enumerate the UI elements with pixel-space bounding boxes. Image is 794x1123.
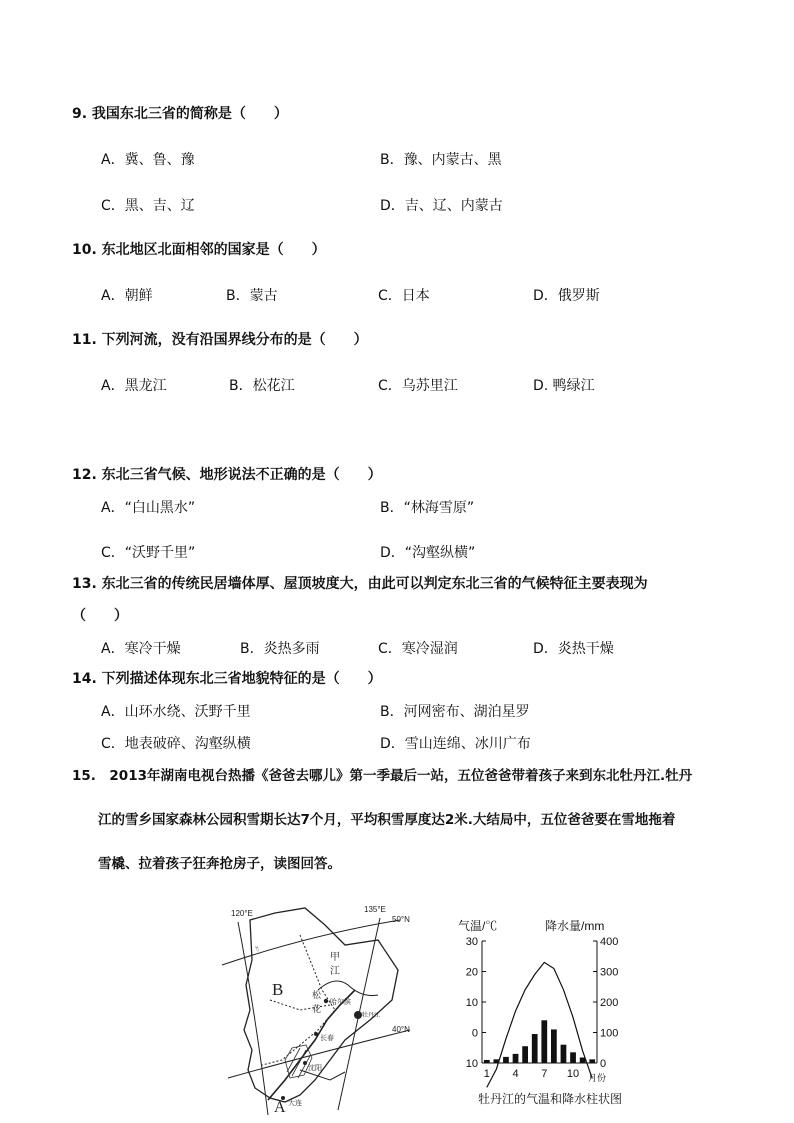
precip-tick-label: 300 (600, 966, 619, 979)
precip-bar (541, 1020, 547, 1063)
month-tick-label: 4 (512, 1068, 519, 1080)
question-13-stem-line2: （ ） (72, 608, 128, 624)
question-14-option-a[interactable]: A．山环水绕、沃野千里 (101, 704, 251, 720)
question-9-option-c[interactable]: C．黑、吉、辽 (101, 198, 195, 214)
precip-bar (522, 1046, 528, 1063)
lat-40-label: 40°N (392, 1025, 410, 1034)
question-13-stem-line1: 13. 东北三省的传统民居墙体厚、屋顶坡度大，由此可以判定东北三省的气候特征主要表现为 (72, 576, 648, 592)
question-9-stem: 9. 我国东北三省的简称是（ ） (72, 106, 288, 122)
question-15-stem-line3: 雪橇、拉着孩子狂奔抢房子，读图回答。 (98, 856, 341, 872)
label-a: A (274, 1099, 286, 1116)
label-changchun: 长春 (320, 1035, 334, 1042)
question-11-option-b[interactable]: B．松花江 (229, 378, 295, 394)
svg-text:᭟: ᭟ (255, 945, 259, 952)
question-14-stem: 14. 下列描述体现东北三省地貌特征的是（ ） (72, 671, 382, 687)
precip-bar (561, 1045, 567, 1063)
question-14-option-d[interactable]: D．雪山连绵、冰川广布 (380, 736, 531, 752)
question-12-option-b[interactable]: B．“林海雪原” (380, 500, 475, 516)
precip-bar (503, 1057, 509, 1063)
question-11-option-a[interactable]: A．黑龙江 (101, 378, 167, 394)
question-12-option-a[interactable]: A．“白山黑水” (101, 500, 196, 516)
question-9-option-d[interactable]: D．吉、辽、内蒙古 (380, 198, 503, 214)
precip-tick-label: 200 (600, 997, 619, 1009)
precip-tick-label: 100 (600, 1027, 619, 1040)
precip-bar (484, 1060, 490, 1063)
precip-tick-label: 400 (600, 936, 619, 948)
label-song: 松 (312, 990, 322, 1000)
question-12-stem: 12. 东北三省气候、地形说法不正确的是（ ） (72, 467, 382, 483)
lon-120-label: 120°E (231, 909, 253, 918)
precip-bar (551, 1029, 557, 1063)
precip-tick-label: 0 (600, 1058, 607, 1070)
question-10-stem: 10. 东北地区北面相邻的国家是（ ） (72, 242, 326, 258)
temp-tick-label: 0 (471, 1027, 478, 1040)
right-axis-label: 降水量/mm (545, 919, 605, 933)
precip-bar (570, 1052, 576, 1063)
question-9-option-b[interactable]: B．豫、内蒙古、黑 (380, 152, 502, 168)
precip-bar (532, 1034, 538, 1063)
label-jiang: 江 (330, 966, 340, 977)
question-15-stem-line2: 江的雪乡国家森林公园积雪期长达7个月，平均积雪厚度达2米.大结局中，五位爸爸要在雪地拖着 (98, 812, 676, 828)
month-tick-label: 7 (541, 1068, 548, 1080)
lat-50-label: 50°N (392, 915, 410, 924)
temp-tick-label: 10 (465, 997, 478, 1009)
label-b: B (272, 980, 284, 999)
label-hua: 花 (312, 1004, 322, 1014)
question-13-option-d[interactable]: D．炎热干燥 (533, 641, 614, 657)
lon-135-label: 135°E (364, 905, 386, 914)
month-tick-label: 1 (483, 1068, 490, 1080)
question-15-stem-line1: 15. 2013年湖南电视台热播《爸爸去哪儿》第一季最后一站，五位爸爸带着孩子来到东北牡丹江.牡丹 (72, 768, 693, 784)
temp-tick-label: 30 (465, 936, 478, 948)
precip-bar (513, 1054, 519, 1063)
question-10-option-c[interactable]: C．日本 (378, 288, 430, 304)
temp-tick-label: 20 (465, 966, 478, 979)
label-mudanjiang: 牡丹江 (362, 1013, 381, 1019)
question-10-option-d[interactable]: D．俄罗斯 (533, 288, 600, 304)
question-13-option-a[interactable]: A．寒冷干燥 (101, 641, 181, 657)
question-9-option-a[interactable]: A．冀、鲁、豫 (101, 152, 195, 168)
label-harbin: 哈尔滨 (330, 999, 351, 1006)
question-10-option-b[interactable]: B．蒙古 (226, 288, 278, 304)
question-14-option-c[interactable]: C．地表破碎、沟壑纵横 (101, 736, 251, 752)
temp-tick-label: 10 (465, 1058, 478, 1070)
question-13-option-c[interactable]: C．寒冷湿润 (378, 641, 458, 657)
label-dalian: 大连 (288, 1100, 302, 1107)
x-unit-label: 月份 (588, 1073, 607, 1083)
question-11-option-d[interactable]: D. 鸭绿江 (533, 378, 595, 394)
question-12-option-d[interactable]: D．“沟壑纵横” (380, 545, 476, 561)
question-11-stem: 11. 下列河流，没有沿国界线分布的是（ ） (72, 332, 368, 348)
question-14-option-b[interactable]: B．河网密布、湖泊星罗 (380, 704, 530, 720)
label-shenyang: 沈阳 (308, 1065, 322, 1072)
question-12-option-c[interactable]: C．“沃野千里” (101, 545, 196, 561)
left-axis-label: 气温/℃ (458, 919, 498, 933)
question-10-option-a[interactable]: A．朝鲜 (101, 288, 153, 304)
question-13-option-b[interactable]: B．炎热多雨 (240, 641, 320, 657)
month-tick-label: 10 (566, 1068, 580, 1080)
label-jia: 甲 (330, 952, 340, 963)
precip-bar (589, 1059, 595, 1063)
question-11-option-c[interactable]: C．乌苏里江 (378, 378, 458, 394)
chart-title: 牡丹江的气温和降水柱状图 (478, 1092, 623, 1106)
